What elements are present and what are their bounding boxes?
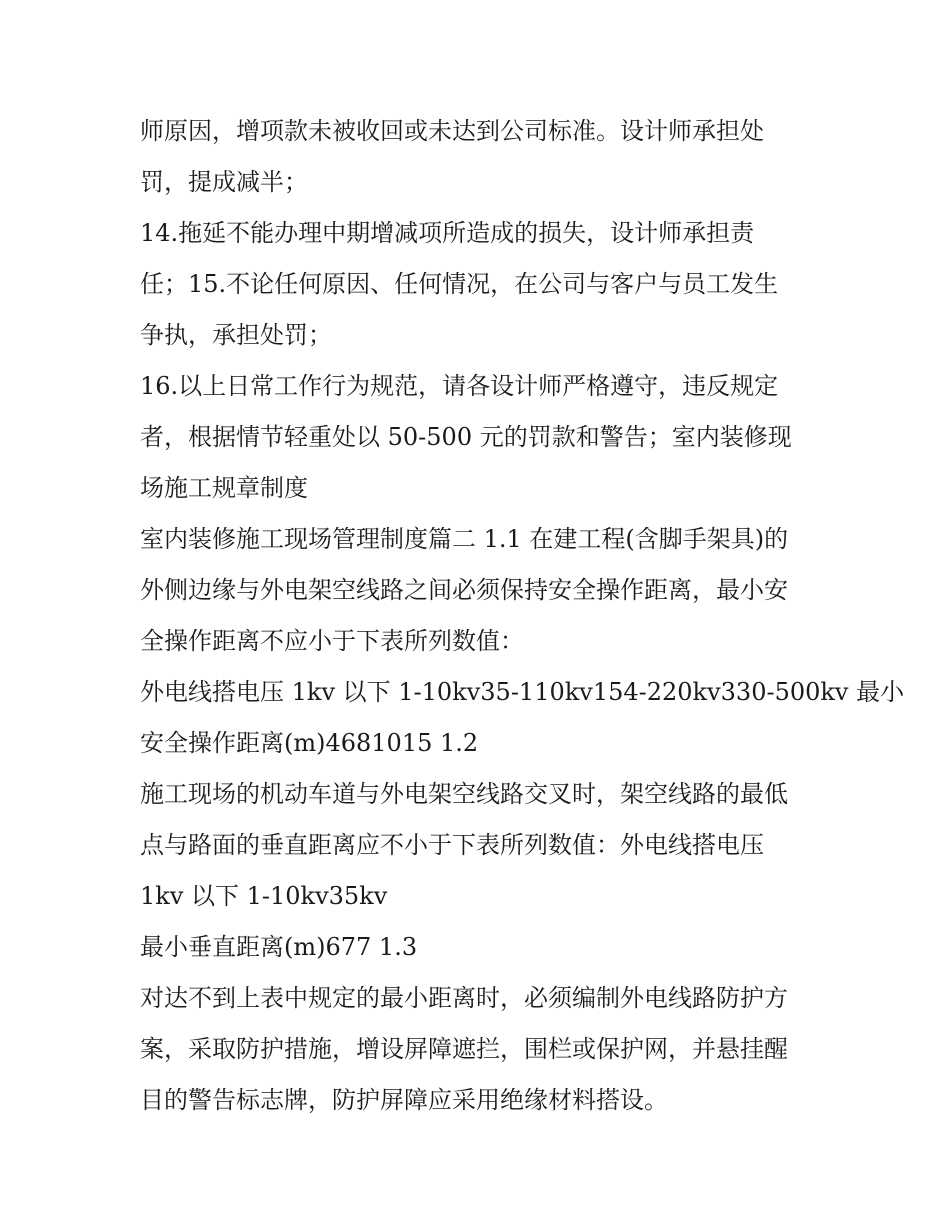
text-line: 者，根据情节轻重处以 50-500 元的罚款和警告；室内装修现 [140,423,792,451]
text-line: 师原因，增项款未被收回或未达到公司标准。设计师承担处 [140,117,764,145]
text-line: 1kv 以下 1-10kv35kv [140,882,388,910]
text-line: 对达不到上表中规定的最小距离时，必须编制外电线路防护方 [140,984,788,1012]
text-line: 争执，承担处罚； [140,321,332,349]
text-line: 室内装修施工现场管理制度篇二 1.1 在建工程(含脚手架具)的 [140,525,789,553]
text-line: 14.拖延不能办理中期增减项所造成的损失，设计师承担责 [140,219,755,247]
text-line: 外电线搭电压 1kv 以下 1-10kv35-110kv154-220kv330-500kv 最小 [140,678,905,706]
text-line: 罚，提成减半； [140,168,308,196]
text-line: 案，采取防护措施，增设屏障遮拦，围栏或保护网，并悬挂醒 [140,1035,788,1063]
text-line: 外侧边缘与外电架空线路之间必须保持安全操作距离，最小安 [140,576,788,604]
text-line: 安全操作距离(m)4681015 1.2 [140,729,479,757]
text-line: 场施工规章制度 [140,474,308,502]
text-line: 点与路面的垂直距离应不小于下表所列数值：外电线搭电压 [140,831,764,859]
text-line: 施工现场的机动车道与外电架空线路交叉时，架空线路的最低 [140,780,788,808]
text-line: 目的警告标志牌，防护屏障应采用绝缘材料搭设。 [140,1086,668,1114]
text-line: 最小垂直距离(m)677 1.3 [140,933,418,961]
text-line: 任；15.不论任何原因、任何情况，在公司与客户与员工发生 [140,270,779,298]
document-body [140,106,905,1126]
text-line: 16.以上日常工作行为规范，请各设计师严格遵守，违反规定 [140,372,779,400]
text-line: 全操作距离不应小于下表所列数值： [140,627,524,655]
